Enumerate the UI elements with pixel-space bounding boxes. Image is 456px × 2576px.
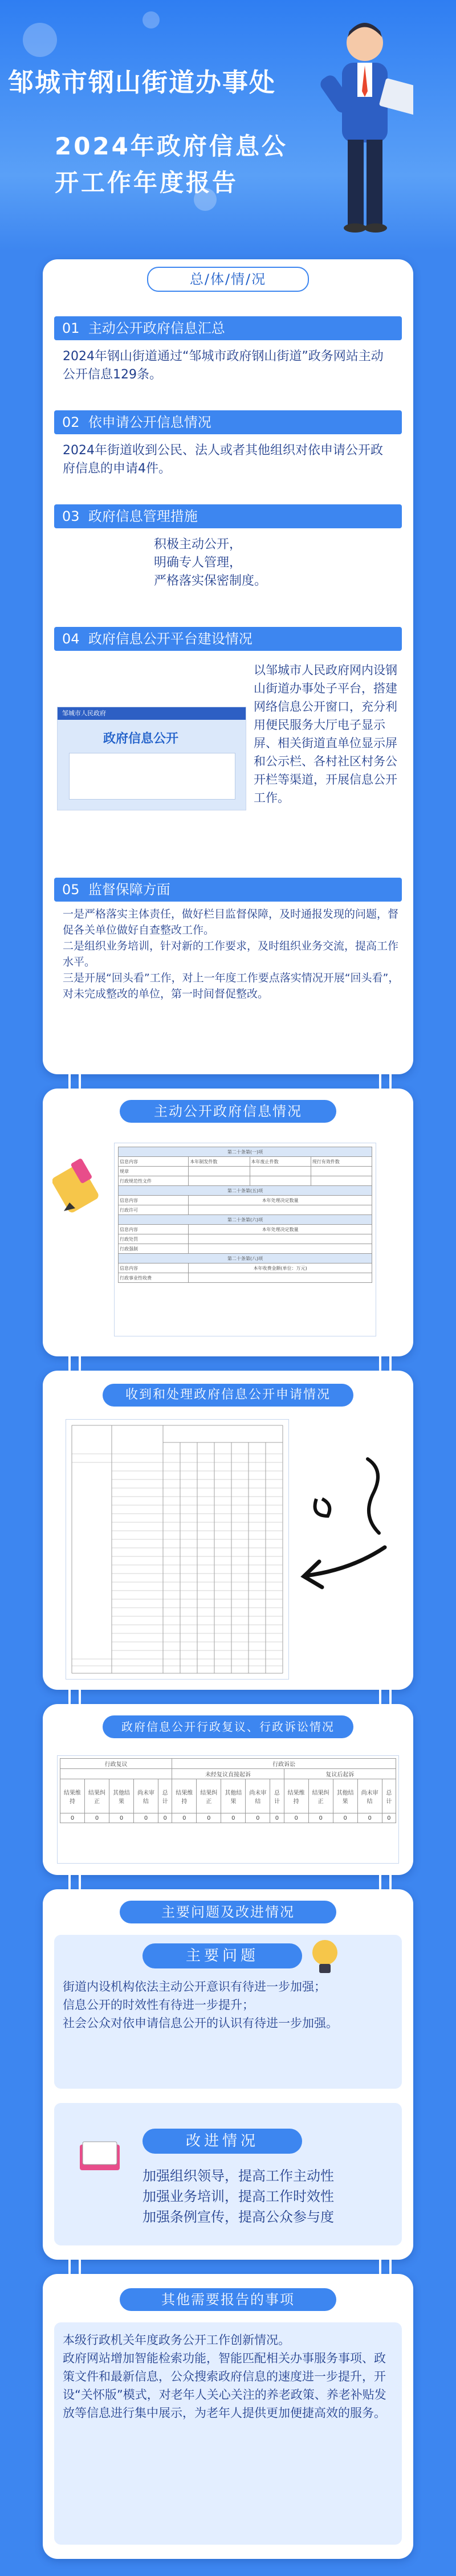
table-cell: 0	[284, 1813, 308, 1823]
disclosure-table	[118, 1147, 372, 1283]
active-disclosure-table	[114, 1143, 376, 1336]
other-list	[63, 2331, 393, 2422]
table-cell: 第二十条第(五)项	[119, 1186, 372, 1196]
measure-line: 严格落实保密制度。	[154, 574, 267, 588]
table-cell: 其他结果	[109, 1779, 134, 1813]
section-03-text	[154, 536, 325, 590]
hero-banner	[0, 0, 456, 251]
review-banner: 政府信息公开行政复议、行政诉讼情况	[103, 1715, 353, 1738]
pen-illustration	[52, 1157, 109, 1220]
problems-label: 主要问题	[142, 1943, 302, 1968]
table-cell: 本年废止件数	[250, 1157, 311, 1167]
measure-line: 积极主动公开，	[154, 537, 242, 552]
other-item: 本级行政机关年度政务公开工作创新情况。	[63, 2333, 290, 2347]
improvements-list	[142, 2166, 393, 2227]
overview-banner: 总/体/情/况	[147, 267, 309, 292]
table-header: 未经复议直接起诉	[172, 1769, 284, 1779]
problem-item: 信息公开的时效性有待进一步提升；	[63, 1998, 254, 2012]
table-cell: 总计	[382, 1779, 396, 1813]
table-cell: 尚未审结	[246, 1779, 270, 1813]
improvements-label: 改进情况	[142, 2129, 302, 2154]
supervision-line: 一是严格落实主体责任，做好栏目监督保障，及时通报发现的问题，督促各关单位做好自查整改工作。	[63, 908, 399, 936]
table-cell: 第二十条第(六)项	[119, 1215, 372, 1225]
other-banner: 其他需要报告的事项	[120, 2288, 336, 2311]
table-cell: 尚未审结	[134, 1779, 158, 1813]
decor-bubble	[142, 11, 160, 28]
table-cell: 信息内容	[119, 1196, 189, 1205]
portal-screenshot	[57, 707, 246, 810]
subtitle-line: 2024年政府信息公	[55, 132, 288, 160]
table-cell: 0	[158, 1813, 172, 1823]
arrow-doodle	[294, 1448, 390, 1601]
table-cell: 其他结果	[221, 1779, 246, 1813]
table-cell: 行政强制	[119, 1244, 189, 1254]
table-cell: 信息内容	[119, 1263, 189, 1273]
page-title: 邹城市钢山街道办事处	[8, 67, 276, 97]
portal-content-area	[69, 753, 235, 800]
table-cell: 规章	[119, 1167, 189, 1176]
table-cell: 本年收费金额(单位：万元)	[189, 1263, 372, 1273]
applications-banner: 收到和处理政府信息公开申请情况	[103, 1384, 353, 1407]
table-cell: 信息内容	[119, 1225, 189, 1234]
table-cell: 行政许可	[119, 1205, 189, 1215]
page-subtitle	[55, 128, 288, 201]
table-cell: 本年制发件数	[189, 1157, 250, 1167]
portal-title: 政府信息公开	[103, 732, 179, 746]
table-cell: 结果纠正	[308, 1779, 333, 1813]
table-header: 行政复议	[60, 1759, 172, 1769]
applications-table-grid	[66, 1420, 288, 1679]
table-cell: 0	[109, 1813, 134, 1823]
problems-list	[63, 1978, 393, 2032]
table-cell: 行政规范性文件	[119, 1176, 189, 1186]
table-cell: 0	[85, 1813, 109, 1823]
table-cell: 结果维持	[172, 1779, 197, 1813]
table-cell: 0	[197, 1813, 221, 1823]
table-cell: 现行有效件数	[311, 1157, 372, 1167]
improvement-item: 加强业务培训，提高工作时效性	[142, 2188, 334, 2204]
improvement-item: 加强组织领导，提高工作主动性	[142, 2168, 334, 2184]
table-cell: 本年处理决定数量	[189, 1196, 372, 1205]
table-cell: 0	[60, 1813, 85, 1823]
table-cell: 结果维持	[284, 1779, 308, 1813]
active-disclosure-banner: 主动公开政府信息情况	[120, 1100, 336, 1123]
table-cell: 0	[172, 1813, 197, 1823]
table-cell: 行政处罚	[119, 1234, 189, 1244]
applications-table	[66, 1419, 289, 1680]
lightbulb-icon	[308, 1937, 342, 1979]
table-cell: 结果纠正	[85, 1779, 109, 1813]
section-05-text	[63, 906, 405, 1002]
table-cell: 尚未审结	[357, 1779, 382, 1813]
table-cell: 结果维持	[60, 1779, 85, 1813]
table-cell: 0	[308, 1813, 333, 1823]
table-cell: 其他结果	[333, 1779, 357, 1813]
table-header: 行政诉讼	[172, 1759, 396, 1769]
decor-bubble	[23, 23, 57, 57]
section-02-text: 2024年街道收到公民、法人或者其他组织对依申请公开政府信息的申请4件。	[63, 443, 383, 476]
problem-item: 街道内设机构依法主动公开意识有待进一步加强；	[63, 1980, 326, 1994]
table-cell: 第二十条第(一)项	[119, 1147, 372, 1157]
presenter-illustration	[316, 11, 413, 251]
review-table-box	[57, 1755, 399, 1864]
measure-line: 明确专人管理，	[154, 556, 242, 570]
table-cell: 信息内容	[119, 1157, 189, 1167]
problem-item: 社会公众对依申请信息公开的认识有待进一步加强。	[63, 2016, 338, 2030]
table-header: 复议后起诉	[284, 1769, 396, 1779]
issues-banner: 主要问题及改进情况	[120, 1901, 336, 1923]
table-cell: 0	[382, 1813, 396, 1823]
section-02-header: 02 依申请公开信息情况	[54, 410, 402, 434]
table-cell: 0	[221, 1813, 246, 1823]
table-cell: 0	[333, 1813, 357, 1823]
table-cell: 第二十条第(八)项	[119, 1254, 372, 1263]
table-cell: 行政事业性收费	[119, 1273, 189, 1283]
table-cell: 0	[246, 1813, 270, 1823]
portal-header: 邹城市人民政府	[58, 707, 246, 720]
supervision-line: 二是组织业务培训，针对新的工作要求，及时组织业务交流，提高工作水平。	[63, 940, 399, 968]
table-cell: 总计	[158, 1779, 172, 1813]
table-cell: 总计	[270, 1779, 284, 1813]
other-item: 政府网站增加智能检索功能，智能匹配相关办事服务事项、政策文件和最新信息，公众搜索政府信息的速度进一步提升，开设“关怀版”模式，对老年人关心关注的养老政策、养老补贴发放等信息进行集中展示，为老年人提供更加便捷高效的服务。	[63, 2351, 386, 2420]
review-table	[60, 1758, 396, 1823]
section-04-header: 04 政府信息公开平台建设情况	[54, 627, 402, 651]
book-icon	[77, 2136, 123, 2176]
section-03-header: 03 政府信息管理措施	[54, 504, 402, 528]
subtitle-line: 开工作年度报告	[55, 169, 239, 197]
supervision-line: 三是开展“回头看”工作，对上一年度工作要点落实情况开展“回头看”，对未完成整改的单位，第一时间督促整改。	[63, 972, 400, 1000]
table-cell: 0	[357, 1813, 382, 1823]
table-cell: 0	[134, 1813, 158, 1823]
section-04-text: 以邹城市人民政府网内设钢山街道办事处子平台，搭建网络信息公开窗口，充分利用便民服务大厅电子显示屏、相关街道直单位显示屏和公示栏、各村社区村务公开栏等渠道，开展信息公开工作。	[254, 663, 397, 805]
table-cell: 本年处理决定数量	[189, 1225, 372, 1234]
section-05-header: 05 监督保障方面	[54, 878, 402, 902]
section-01-text: 2024年钢山街道通过“邹城市政府钢山街道”政务网站主动公开信息129条。	[63, 349, 384, 382]
table-cell: 0	[270, 1813, 284, 1823]
improvement-item: 加强条例宣传，提高公众参与度	[142, 2209, 334, 2225]
table-cell: 结果纠正	[197, 1779, 221, 1813]
section-01-header: 01 主动公开政府信息汇总	[54, 316, 402, 340]
